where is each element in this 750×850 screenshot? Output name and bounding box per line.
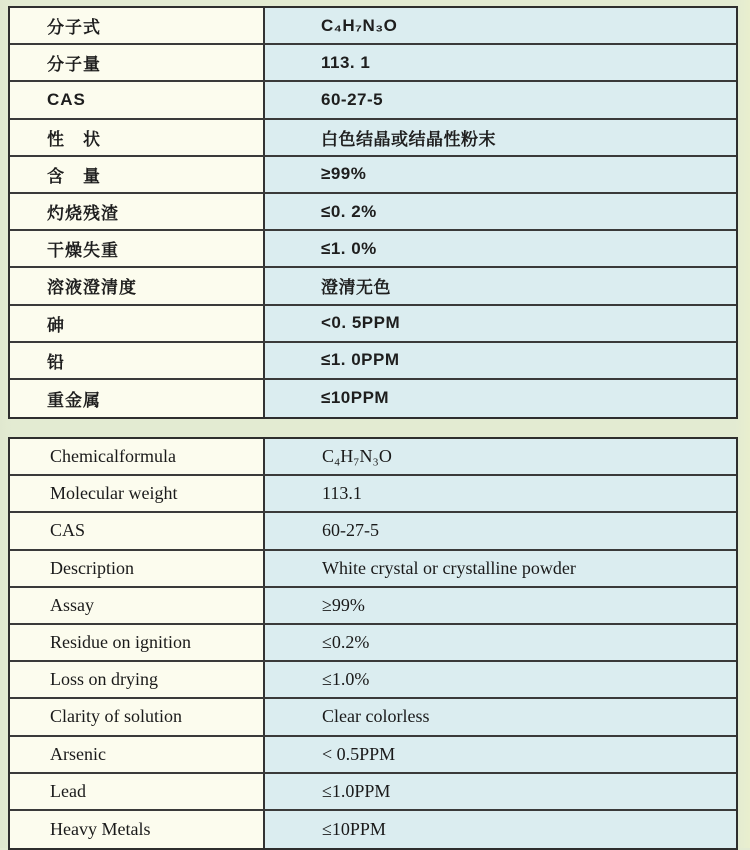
row-value: <0. 5PPM	[265, 306, 736, 341]
spec-table-chinese	[8, 6, 738, 419]
row-label: 分子量	[10, 45, 265, 80]
row-value: ≤0. 2%	[265, 194, 736, 229]
table-row-arsenic	[10, 306, 736, 343]
row-label: Lead	[10, 774, 265, 809]
row-value: ≤0.2%	[265, 625, 736, 660]
row-value: White crystal or crystalline powder	[265, 551, 736, 586]
table-row-residue-on-ignition	[10, 625, 736, 662]
table-row-description	[10, 551, 736, 588]
table-row-assay	[10, 588, 736, 625]
row-label: 重金属	[10, 380, 265, 417]
row-value: ≤10PPM	[265, 380, 736, 417]
row-value: C₄H₇N₃O	[265, 439, 736, 474]
row-label: CAS	[10, 513, 265, 548]
row-value: 澄清无色	[265, 268, 736, 303]
row-value: ≥99%	[265, 157, 736, 192]
table-row-lead	[10, 774, 736, 811]
row-value: 60-27-5	[265, 82, 736, 117]
table-row-residue-on-ignition	[10, 194, 736, 231]
row-value: 113.1	[265, 476, 736, 511]
table-row-molecular-formula	[10, 8, 736, 45]
row-value: ≤10PPM	[265, 811, 736, 848]
row-label: CAS	[10, 82, 265, 117]
row-label: Arsenic	[10, 737, 265, 772]
row-label: 溶液澄清度	[10, 268, 265, 303]
row-value: ≤1. 0PPM	[265, 343, 736, 378]
row-label: Residue on ignition	[10, 625, 265, 660]
row-value: ≥99%	[265, 588, 736, 623]
row-label: Molecular weight	[10, 476, 265, 511]
row-value: C₄H₇N₃O	[265, 8, 736, 43]
table-row-clarity-of-solution	[10, 268, 736, 305]
row-label: 含 量	[10, 157, 265, 192]
table-row-assay	[10, 157, 736, 194]
row-label: Assay	[10, 588, 265, 623]
table-row-clarity-of-solution	[10, 699, 736, 736]
row-label: 分子式	[10, 8, 265, 43]
table-row-cas	[10, 513, 736, 550]
table-row-chemical-formula	[10, 439, 736, 476]
table-row-description	[10, 120, 736, 157]
row-label: 砷	[10, 306, 265, 341]
row-label: Clarity of solution	[10, 699, 265, 734]
table-row-heavy-metals	[10, 380, 736, 417]
row-label: 干燥失重	[10, 231, 265, 266]
table-row-molecular-weight	[10, 45, 736, 82]
row-label: Description	[10, 551, 265, 586]
table-row-loss-on-drying	[10, 662, 736, 699]
table-row-arsenic	[10, 737, 736, 774]
row-label: 灼烧残渣	[10, 194, 265, 229]
row-value: 白色结晶或结晶性粉末	[265, 120, 736, 155]
row-value: ≤1. 0%	[265, 231, 736, 266]
row-value: 60-27-5	[265, 513, 736, 548]
row-value: ≤1.0%	[265, 662, 736, 697]
row-value: < 0.5PPM	[265, 737, 736, 772]
row-value: 113. 1	[265, 45, 736, 80]
row-label: Heavy Metals	[10, 811, 265, 848]
row-label: Loss on drying	[10, 662, 265, 697]
row-value: ≤1.0PPM	[265, 774, 736, 809]
row-label: 铅	[10, 343, 265, 378]
table-row-cas	[10, 82, 736, 119]
table-row-lead	[10, 343, 736, 380]
row-value: Clear colorless	[265, 699, 736, 734]
row-label: 性 状	[10, 120, 265, 155]
table-row-heavy-metals	[10, 811, 736, 848]
row-label: Chemicalformula	[10, 439, 265, 474]
spec-table-english	[8, 437, 738, 850]
table-row-loss-on-drying	[10, 231, 736, 268]
table-row-molecular-weight	[10, 476, 736, 513]
